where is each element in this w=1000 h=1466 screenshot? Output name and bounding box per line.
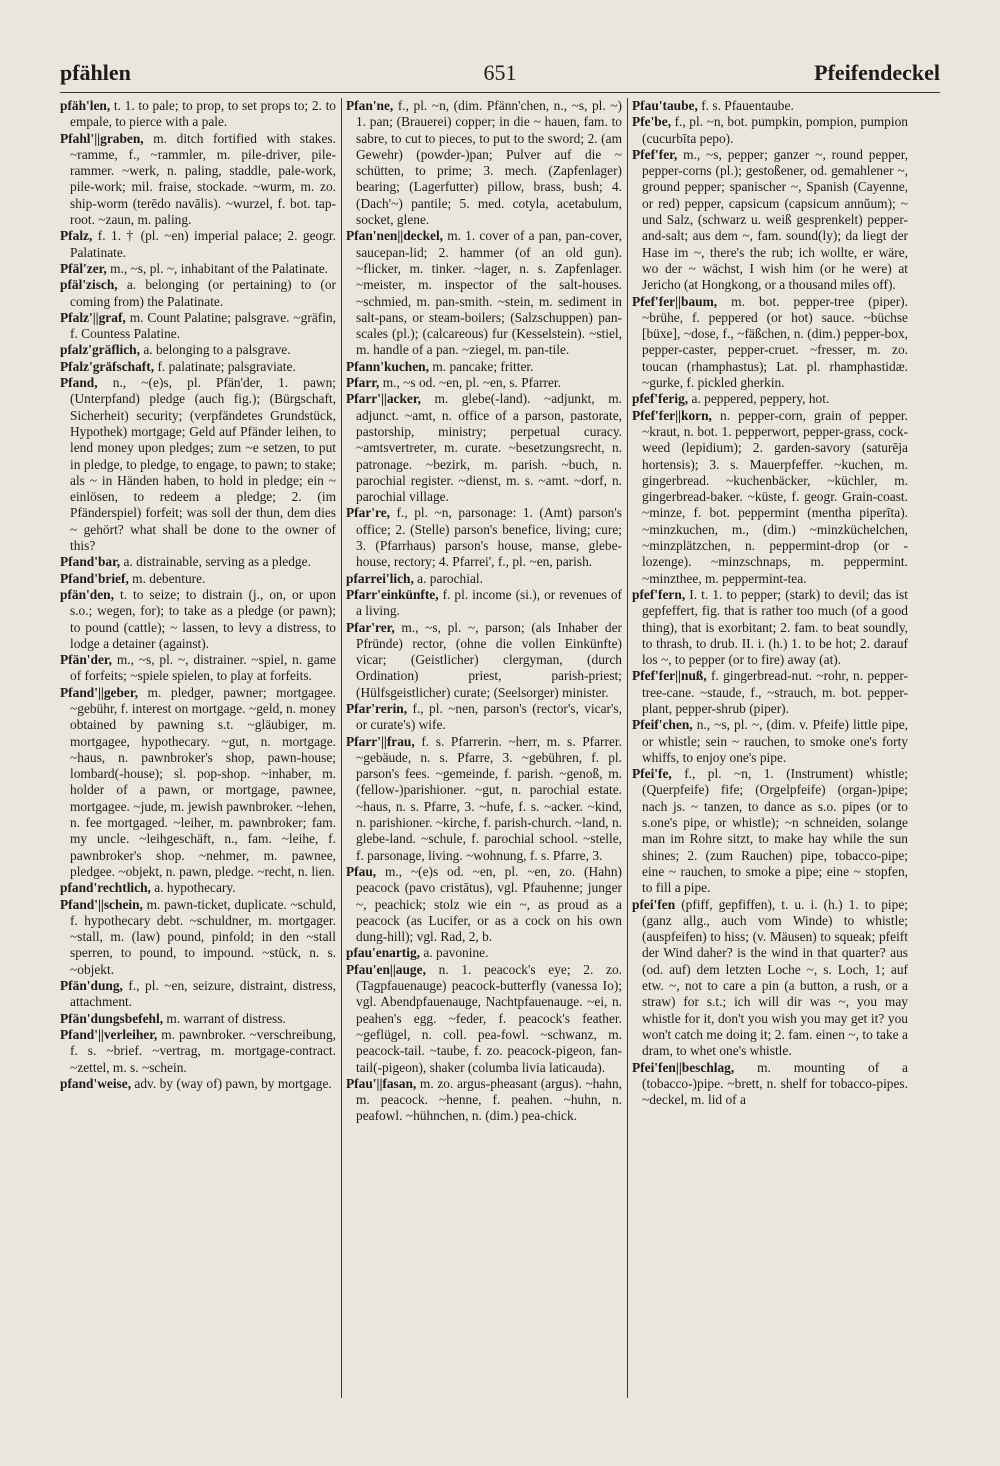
entry-headword: Pfann'kuchen, xyxy=(346,358,429,374)
dictionary-entry xyxy=(632,717,908,766)
dictionary-entry xyxy=(60,1011,336,1027)
dictionary-entry xyxy=(60,310,336,343)
entry-definition: m. warrant of distress. xyxy=(166,1010,286,1026)
dictionary-entry xyxy=(60,571,336,587)
entry-headword: Pfalz, xyxy=(60,228,93,244)
entry-headword: pfef'ferig, xyxy=(632,391,689,407)
entry-headword: pfau'enartig, xyxy=(346,945,421,961)
entry-headword: Pfalz'gräfschaft, xyxy=(60,358,155,374)
dictionary-entry xyxy=(346,571,622,587)
entry-headword: Pfand'||geber, xyxy=(60,684,138,700)
entry-headword: Pfau'||fasan, xyxy=(346,1075,417,1091)
entry-headword: Pfän'der, xyxy=(60,652,112,668)
entry-definition: a. pavonine. xyxy=(423,945,489,961)
entry-definition: m. Count Palatine; palsgrave. ~gräfin, f. Countess Palatine. xyxy=(70,309,336,342)
entry-headword: Pfarr'||acker, xyxy=(346,391,421,407)
entry-headword: Pfarr, xyxy=(346,375,380,391)
entry-definition: m. debenture. xyxy=(132,570,206,586)
text-columns xyxy=(60,98,940,1418)
dictionary-entry xyxy=(60,277,336,310)
entry-definition: f., pl. ~n, parsonage: 1. (Amt) parson's office; 2. (Stelle) parson's benefice, living; cure; 3. (Pfarrhaus) parson's house, manse, glebe-house, rectory; 4. Pfarrei', f., pl. ~en, parish. xyxy=(356,505,622,570)
dictionary-entry xyxy=(632,587,908,668)
dictionary-entry xyxy=(60,897,336,978)
entry-definition: f. 1. † (pl. ~en) imperial palace; 2. geogr. Palatinate. xyxy=(70,228,336,260)
entry-headword: Pfar'rer, xyxy=(346,619,395,635)
dictionary-entry xyxy=(346,391,622,505)
entry-definition: f. s. Pfauentaube. xyxy=(701,98,794,113)
entry-headword: Pfand, xyxy=(60,375,98,391)
dictionary-entry xyxy=(632,897,908,1060)
entry-definition: m., ~(e)s od. ~en, pl. ~en, zo. (Hahn) peacock (pavo cristātus), vgl. Pfauhenne; junger ~, peachick; stolz wie ein ~, as proud as a peacock (as Lucifer, or as a cock on his own dung-hill); vgl. Rad, 2, b. xyxy=(356,863,622,945)
entry-headword: Pfau, xyxy=(346,863,377,879)
entry-definition: m. pawnbroker. ~verschreibung, f. s. ~brief. ~vertrag, m. mortgage-contract. ~zettel, m. s. ~schein. xyxy=(70,1026,336,1075)
entry-headword: Pfei'fe, xyxy=(632,766,672,782)
entry-headword: Pfän'dungsbefehl, xyxy=(60,1010,164,1026)
dictionary-entry xyxy=(60,587,336,652)
dictionary-entry xyxy=(632,766,908,896)
dictionary-entry xyxy=(60,359,336,375)
entry-headword: Pfau'taube, xyxy=(632,98,698,113)
dictionary-entry xyxy=(632,147,908,294)
dictionary-entry xyxy=(60,652,336,685)
dictionary-entry xyxy=(346,1076,622,1125)
dictionary-entry xyxy=(346,98,622,228)
entry-headword: pfän'den, xyxy=(60,586,114,602)
dictionary-entry xyxy=(632,98,908,114)
column-divider xyxy=(341,98,342,1398)
entry-headword: Pfef'fer||korn, xyxy=(632,407,712,423)
entry-headword: pfäh'len, xyxy=(60,98,111,113)
entry-definition: (pfiff, gepfiffen), t. u. i. (h.) 1. to pipe; (ganz allg., auch vom Winde) to whistle; (auspfeifen) to hiss; (v. Mäusen) to squeak; pfeift der Wind daher? is the wind in that quarter? aus (od. auf) dem letzten Loche ~, s. Loch, 1; auf etw. ~, not to care a pin (a button, a rush, or a straw) for s.t.; ich will dir was ~, you may whistle for it, don't you wish you may get it? you won't catch me doing it; 2. fam. einen ~, to take a dram, to whet one's whistle. xyxy=(642,896,908,1059)
dictionary-entry xyxy=(60,1076,336,1092)
entry-headword: Pfau'en||auge, xyxy=(346,961,426,977)
dictionary-entry xyxy=(632,1060,908,1109)
entry-definition: a. peppered, peppery, hot. xyxy=(691,391,830,407)
entry-definition: m. zo. argus-pheasant (argus). ~hahn, m. peacock. ~henne, f. peahen. ~huhn, n. peafowl. ~hühnchen, n. (dim.) pea-chick. xyxy=(356,1075,622,1124)
dictionary-entry xyxy=(346,587,622,620)
dictionary-entry xyxy=(346,945,622,961)
entry-headword: Pfand'brief, xyxy=(60,570,129,586)
header-right-guide-word: Pfeifendeckel xyxy=(814,60,940,85)
dictionary-entry xyxy=(346,962,622,1076)
entry-headword: Pfe'be, xyxy=(632,114,672,130)
entry-headword: pfand'weise, xyxy=(60,1075,132,1091)
entry-headword: pfäl'zisch, xyxy=(60,277,118,293)
entry-definition: m., ~s, pl. ~, parson; (als Inhaber der Pfründe) rector, (ohne die vollen Einkünfte) vicar; (Geistlicher) clergyman, (durch Ordination) priest, parish-priest; (Hülfsgeistlicher) curate; (Seelsorger) minister. xyxy=(356,619,622,700)
dictionary-entry xyxy=(60,554,336,570)
entry-definition: m. glebe(-land). ~adjunkt, m. adjunct. ~amt, n. office of a parson, pastorate, pastorship, ministry; perpetual curacy. ~amtsvertreter, m. curate. ~besetzungsrecht, n. patronage. ~bezirk, m. parish. ~buch, n. parochial register. ~dienst, m. s. ~amt. ~dorf, n. parochial village. xyxy=(356,391,622,505)
dictionary-entry xyxy=(632,668,908,717)
entry-definition: m. pancake; fritter. xyxy=(432,358,534,374)
entry-headword: Pfand'bar, xyxy=(60,554,121,570)
dictionary-entry xyxy=(60,261,336,277)
entry-definition: n. pepper-corn, grain of pepper. ~kraut, n. bot. 1. pepperwort, pepper-grass, cock-weed (lepidium); 2. garden-savory (saturēja hortensis); 3. s. Mauerpfeffer. ~kuchen, m. gingerbread. ~kuchenbäcker, ~küchler, m. gingerbread-baker. ~küste, f. geogr. Grain-coast. ~minze, f. bot. peppermint (mentha piperīta). ~minzkuchen, m., (dim.) ~minzküchelchen, ~minzplätzchen, n. peppermint-drop (or -lozenge). ~minzschnaps, m. peppermint. ~minzthee, m. peppermint-tea. xyxy=(642,407,908,586)
dictionary-entry xyxy=(632,294,908,392)
header-rule xyxy=(60,92,940,93)
dictionary-entry xyxy=(60,880,336,896)
entry-headword: pfalz'gräflich, xyxy=(60,342,140,358)
entry-definition: n. 1. peacock's eye; 2. zo. (Tagpfauenauge) peacock-butterfly (vanessa Io); vgl. Abendpfauenauge, Nachtpfauenauge. ~ei, n. peahen's egg. ~feder, f. peacock's feather. ~geflügel, n. coll. pea-fowl. ~schwanz, m. peacock-tail. ~taube, f. zo. peacock-pigeon, fan-tail(-pigeon), shaker (columba livia laticauda). xyxy=(356,961,622,1075)
column-1 xyxy=(60,98,336,1418)
dictionary-entry xyxy=(60,375,336,554)
entry-headword: Pfef'fer, xyxy=(632,146,678,162)
entry-headword: pfarrei'lich, xyxy=(346,570,414,586)
entry-headword: Pfäl'zer, xyxy=(60,260,107,276)
entry-headword: pfand'rechtlich, xyxy=(60,880,151,896)
entry-definition: f., pl. ~n, 1. (Instrument) whistle; (Querpfeife) fife; (Orgelpfeife) (organ-)pipe; nach js. ~ tanzen, to dance as s.o. pipes (or to s.one's pipe, or whistle); ~n schneiden, solange man im Rohre sitzt, to make hay while the sun shines; 2. (zum Rauchen) pipe, tobacco-pipe; eine ~ rauchen, to smoke a pipe; eine ~ stopfen, to fill a pipe. xyxy=(642,766,908,896)
dictionary-entry xyxy=(632,114,908,147)
dictionary-entry xyxy=(346,620,622,701)
entry-definition: m. 1. cover of a pan, pan-cover, saucepan-lid; 2. hammer (of an old gun). ~flicker, m. tinker. ~lager, n. s. Zapfenlager. ~meister, m. inspector of the salt-houses. ~schmied, m. pan-smith. ~stein, m. sediment in salt-pans, or steam-boilers; (Salzschuppen) pan-scales (pl.); (calcareous) fur (Kesselstein). ~stiel, m. handle of a pan. ~ziegel, m. pan-tile. xyxy=(356,228,622,358)
entry-definition: t. to seize; to distrain (j., on, or upon s.o.; wegen, for); to take as a pledge (or pawn); to pound (cattle); ~ lassen, to levy a distress, to lodge a detainer (against). xyxy=(70,586,336,651)
header-left-guide-word: pfählen xyxy=(60,60,131,85)
entry-definition: f., pl. ~n, (dim. Pfänn'chen, n., ~s, pl. ~) 1. pan; (Brauerei) copper; in die ~ hauen, fam. to sabre, to cut to pieces, to put to the sword; 2. (am Gewehr) (powder-)pan; Pulver auf die ~ schütten, to prime; 3. mech. (Zapfenlager) bearing; (Lagerfutter) pillow, brass, bush; 4. (Dach'~) pantile; 5. med. cotyla, acetabulum, socket, glene. xyxy=(356,98,622,228)
entry-definition: f. gingerbread-nut. ~rohr, n. pepper-tree-cane. ~staude, f., ~strauch, m. bot. pepper-plant, pepper-shrub (piper). xyxy=(642,668,908,716)
entry-headword: Pfei'fen||beschlag, xyxy=(632,1059,735,1075)
entry-definition: a. belonging (or pertaining) to (or coming from) the Palatinate. xyxy=(70,277,336,309)
entry-definition: f., pl. ~n, bot. pumpkin, pompion, pumpion (cucurbīta pepo). xyxy=(642,114,908,146)
entry-headword: Pfar're, xyxy=(346,505,390,521)
entry-definition: m. mounting of a (tobacco-)pipe. ~brett, n. shelf for tobacco-pipes. ~deckel, m. lid of a xyxy=(642,1059,908,1108)
entry-definition: a. belonging to a palsgrave. xyxy=(143,342,291,358)
entry-definition: m., ~s od. ~en, pl. ~en, s. Pfarrer. xyxy=(382,375,562,391)
dictionary-entry xyxy=(60,131,336,229)
dictionary-entry xyxy=(346,864,622,945)
entry-headword: Pfand'||schein, xyxy=(60,896,143,912)
dictionary-entry xyxy=(60,98,336,131)
entry-definition: m. pawn-ticket, duplicate. ~schuld, f. hypothecary debt. ~schuldner, m. mortgager. ~stall, m. (law) pound, pinfold; in den ~stall sperren, to pound, to impound. ~stück, n. s. ~objekt. xyxy=(70,896,336,977)
dictionary-entry xyxy=(60,685,336,881)
dictionary-entry xyxy=(346,734,622,864)
entry-definition: n., ~s, pl. ~, (dim. v. Pfeife) little pipe, or whistle; sein ~ rauchen, to smoke one's forty whiffs, to enjoy one's pipe. xyxy=(642,717,908,765)
column-divider xyxy=(627,98,628,1398)
entry-headword: Pfeif'chen, xyxy=(632,717,693,733)
entry-headword: pfef'fern, xyxy=(632,586,686,602)
entry-definition: a. hypothecary. xyxy=(154,880,236,896)
dictionary-entry xyxy=(60,342,336,358)
dictionary-entry xyxy=(346,701,622,734)
entry-definition: a. parochial. xyxy=(417,570,483,586)
entry-definition: f., pl. ~nen, parson's (rector's, vicar's, or curate's) wife. xyxy=(356,700,622,733)
entry-definition: m. bot. pepper-tree (piper). ~brühe, f. peppered (or hot) sauce. ~büchse [büxe], ~dose, f., ~fäßchen, n. (dim.) pepper-box, pepper-caster, pepper-cruet. ~fresser, m. zo. toucan (rhamphastus); Lat. pl. rhamphastidæ. ~gurke, f. pickled gherkin. xyxy=(642,293,908,391)
entry-definition: f. pl. income (si.), or revenues of a living. xyxy=(356,586,622,619)
entry-headword: Pfar'rerin, xyxy=(346,700,408,716)
entry-headword: Pfan'ne, xyxy=(346,98,394,113)
entry-definition: f. s. Pfarrerin. ~herr, m. s. Pfarrer. ~gebäude, n. s. Pfarre, 3. ~gebühren, f. pl. parson's fees. ~gemeinde, f. parish. ~genoß, m. (fellow-)parishioner. ~gut, n. parochial estate. ~haus, n. s. Pfarre, 3. ~hufe, f. s. ~acker. ~kind, n. parishioner. ~kirche, f. parish-church. ~land, n. glebe-land. ~schule, f. parochial school. ~stelle, f. parsonage, living. ~wohnung, f. s. Pfarre, 3. xyxy=(356,733,622,863)
dictionary-entry xyxy=(632,391,908,407)
dictionary-entry xyxy=(346,505,622,570)
dictionary-entry xyxy=(346,359,622,375)
column-3 xyxy=(632,98,908,1418)
entry-headword: pfei'fen xyxy=(632,896,676,912)
page-header xyxy=(60,60,940,94)
entry-definition: n., ~(e)s, pl. Pfän'der, 1. pawn; (Unterpfand) pledge (auch fig.); (Bürgschaft, Sicherheit) security; (verpfändetes Grundstück, Hypothek) mortgage; Geld auf Pfänder leihen, to lend money upon pledges; zum ~e setzen, to put in pledge, to pledge, to engage, to pawn; to stake; als ~ in Händen haben, to hold in pledge; ein ~ einlösen, to redeem a pledge; 2. (im Pfänderspiel) forfeit; was soll der thun, dem dies ~ gehört? what shall be done to the owner of this? xyxy=(70,375,336,554)
entry-definition: a. distrainable, serving as a pledge. xyxy=(123,554,311,570)
entry-definition: m., ~s, pl. ~, distrainer. ~spiel, n. game of forfeits; ~spiele spielen, to play at forfeits. xyxy=(70,652,336,684)
entry-definition: t. 1. to pale; to prop, to set props to; 2. to empale, to pierce with a pale. xyxy=(70,98,336,130)
entry-headword: Pfarr'||frau, xyxy=(346,733,415,749)
page-number: 651 xyxy=(483,60,517,85)
dictionary-entry xyxy=(60,978,336,1011)
entry-definition: m., ~s, pl. ~, inhabitant of the Palatinate. xyxy=(110,260,329,276)
entry-definition: m., ~s, pepper; ganzer ~, round pepper, pepper-corns (pl.); gestoßener, od. gemahlener ~, ground pepper; spanischer ~, Spanish (Cayenne, or red) pepper, capsicum (capsicum annŭum); ~ und Salz, (schwarz u. weiß gesprenkelt) pepper-and-salt; aus dem ~, fam. sound(ly); da liegt der Hase im ~, there's the rub; ich wollte, er wäre, wo der ~ wächst, I wish him (or he were) at Jericho (at Hongkong, or a thousand miles off). xyxy=(642,146,908,293)
entry-headword: Pfän'dung, xyxy=(60,978,123,994)
column-2 xyxy=(346,98,622,1418)
entry-headword: Pfarr'einkünfte, xyxy=(346,586,439,602)
dictionary-entry xyxy=(60,228,336,261)
dictionary-entry xyxy=(60,1027,336,1076)
entry-definition: f. palatinate; palsgraviate. xyxy=(157,358,296,374)
entry-headword: Pfalz'||graf, xyxy=(60,309,126,325)
entry-headword: Pfef'fer||nuß, xyxy=(632,668,707,684)
dictionary-entry xyxy=(346,375,622,391)
entry-headword: Pfahl'||graben, xyxy=(60,130,144,146)
entry-definition: adv. by (way of) pawn, by mortgage. xyxy=(134,1075,332,1091)
entry-definition: f., pl. ~en, seizure, distraint, distress, attachment. xyxy=(70,978,336,1010)
entry-definition: m. pledger, pawner; mortgagee. ~gebühr, f. interest on mortgage. ~geld, n. money obtained by pawning s.t. ~gläubiger, m. mortgagee, hypothecary. ~gut, n. mortgage. ~haus, n. pawnbroker's shop, pawn-house; lombard(-house); sl. pop-shop. ~inhaber, m. holder of a pawn, or mortgage, pawnee, mortgagee. ~jude, m. jewish pawnbroker. ~lehen, n. fee mortgaged. ~leiher, m. pawnbroker; fam. my uncle. ~leihgeschäft, n., fam. ~leihe, f. pawnbroker's shop. ~nehmer, m. pawnee, pledgee. ~objekt, n. pawn, pledge. ~recht, n. lien. xyxy=(70,684,336,879)
entry-headword: Pfand'||verleiher, xyxy=(60,1026,158,1042)
dictionary-entry xyxy=(346,228,622,358)
dictionary-entry xyxy=(632,408,908,587)
entry-definition: I. t. 1. to pepper; (stark) to devil; das ist gepfeffert, fig. that is rather too much (of a good thing), that is exorbitant; 2. fam. to beat soundly, to thrash, to drub. II. i. (h.) 1. to be hot; 2. darauf los ~, to pepper (or to fire) away (at). xyxy=(642,586,908,668)
entry-headword: Pfef'fer||baum, xyxy=(632,293,718,309)
entry-headword: Pfan'nen||deckel, xyxy=(346,228,444,244)
entry-definition: m. ditch fortified with stakes. ~ramme, f., ~rammler, m. pile-driver, pile-rammer. ~werk, n. paling, staddle, pale-work, pile-work; mil. fraise, stockade. ~wurm, m. zo. ship-worm (terēdo navālis). ~wurzel, f. bot. tap-root. ~zaun, m. paling. xyxy=(70,130,336,228)
